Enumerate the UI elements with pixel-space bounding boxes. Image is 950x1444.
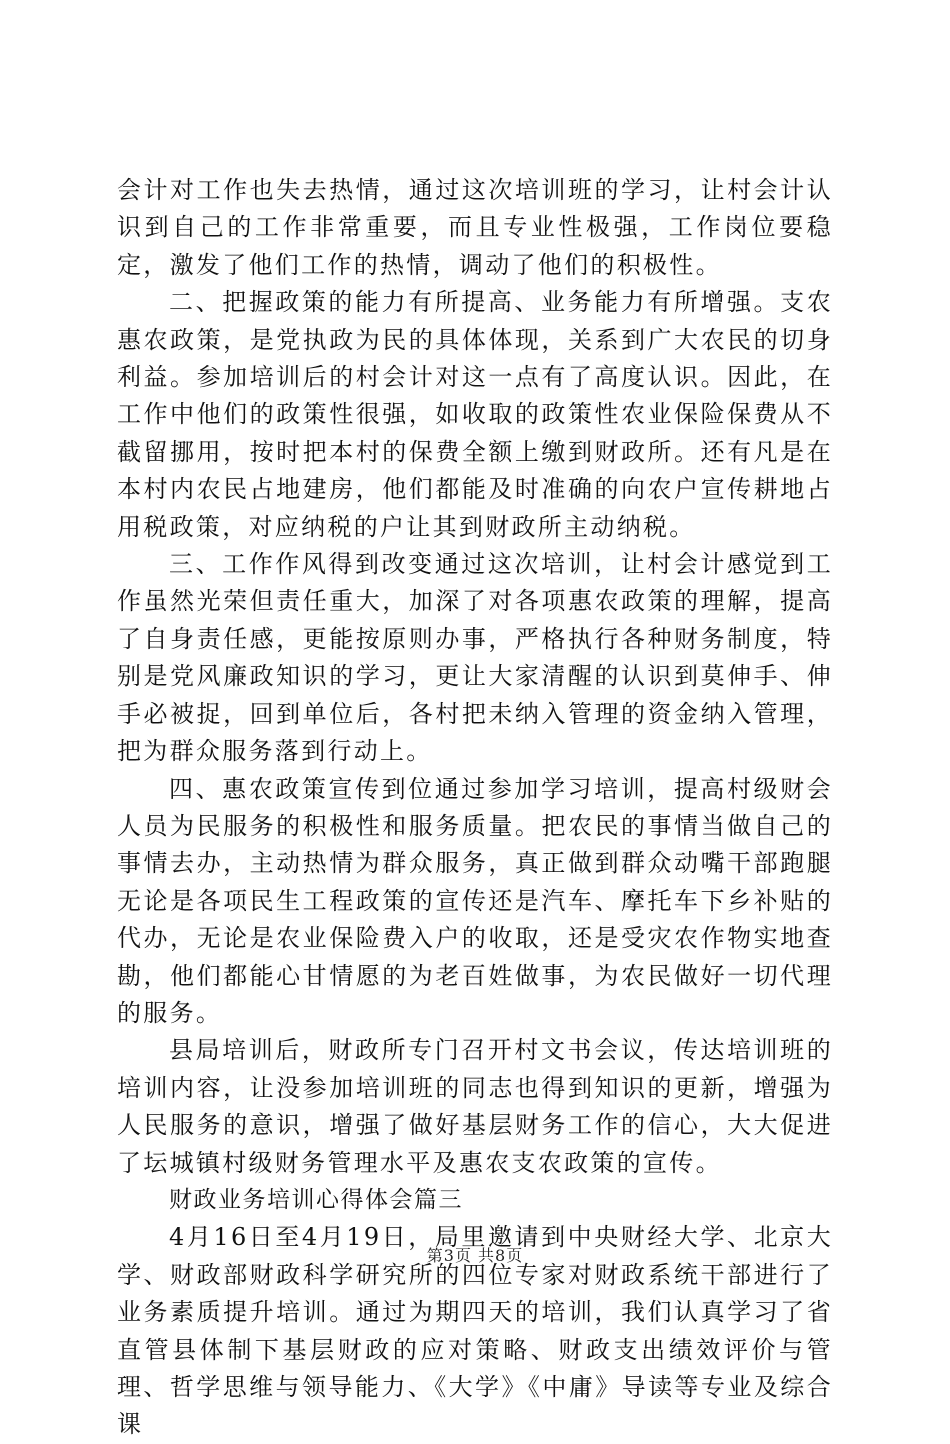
paragraph-april-training: 4月16日至4月19日，局里邀请到中央财经大学、北京大学、财政部财政科学研究所的四位专家对财政系统干部进行了业务素质提升培训。通过为期四天的培训，我们认真学习了省直管县体制下基层财政的应对策略、财政支出绩效评价与管理、哲学思维与领导能力、《大学》《中庸》导读等专业及综合课 (117, 1223, 833, 1439)
page-number-footer: 第3页 共8页 (426, 1246, 524, 1265)
paragraph-section-four: 四、惠农政策宣传到位通过参加学习培训，提高村级财会人员为民服务的积极性和服务质量。把农民的事情当做自己的事情去办，主动热情为群众服务，真正做到群众动嘴干部跑腿无论是各项民生工程政策的宣传还是汽车、摩托车下乡补贴的代办，无论是农业保险费入户的收取，还是受灾农作物实地查勘，他们都能心甘情愿的为老百姓做事，为农民做好一切代理的服务。 (117, 774, 833, 1027)
paragraph-section-three: 三、工作作风得到改变通过这次培训，让村会计感觉到工作虽然光荣但责任重大，加深了对各项惠农政策的理解，提高了自身责任感，更能按原则办事，严格执行各种财务制度，特别是党风廉政知识的学习，更让大家清醒的认识到莫伸手、伸手必被捉，回到单位后，各村把未纳入管理的资金纳入管理，把为群众服务落到行动上。 (117, 550, 833, 766)
paragraph-continuation: 会计对工作也失去热情，通过这次培训班的学习，让村会计认识到自己的工作非常重要，而且专业性极强，工作岗位要稳定，激发了他们工作的热情，调动了他们的积极性。 (117, 176, 833, 279)
paragraph-section-two: 二、把握政策的能力有所提高、业务能力有所增强。支农惠农政策，是党执政为民的具体体现，关系到广大农民的切身利益。参加培训后的村会计对这一点有了高度认识。因此，在工作中他们的政策性很强，如收取的政策性农业保险保费从不截留挪用，按时把本村的保费全额上缴到财政所。还有凡是在本村内农民占地建房，他们都能及时准确的向农户宣传耕地占用税政策，对应纳税的户让其到财政所主动纳税。 (117, 288, 833, 541)
paragraph-county-training: 县局培训后，财政所专门召开村文书会议，传达培训班的培训内容，让没参加培训班的同志也得到知识的更新，增强为人民服务的意识，增强了做好基层财务工作的信心，大大促进了坛城镇村级财务管理水平及惠农支农政策的宣传。 (117, 1036, 833, 1177)
section-heading-part-three: 财政业务培训心得体会篇三 (169, 1186, 463, 1213)
